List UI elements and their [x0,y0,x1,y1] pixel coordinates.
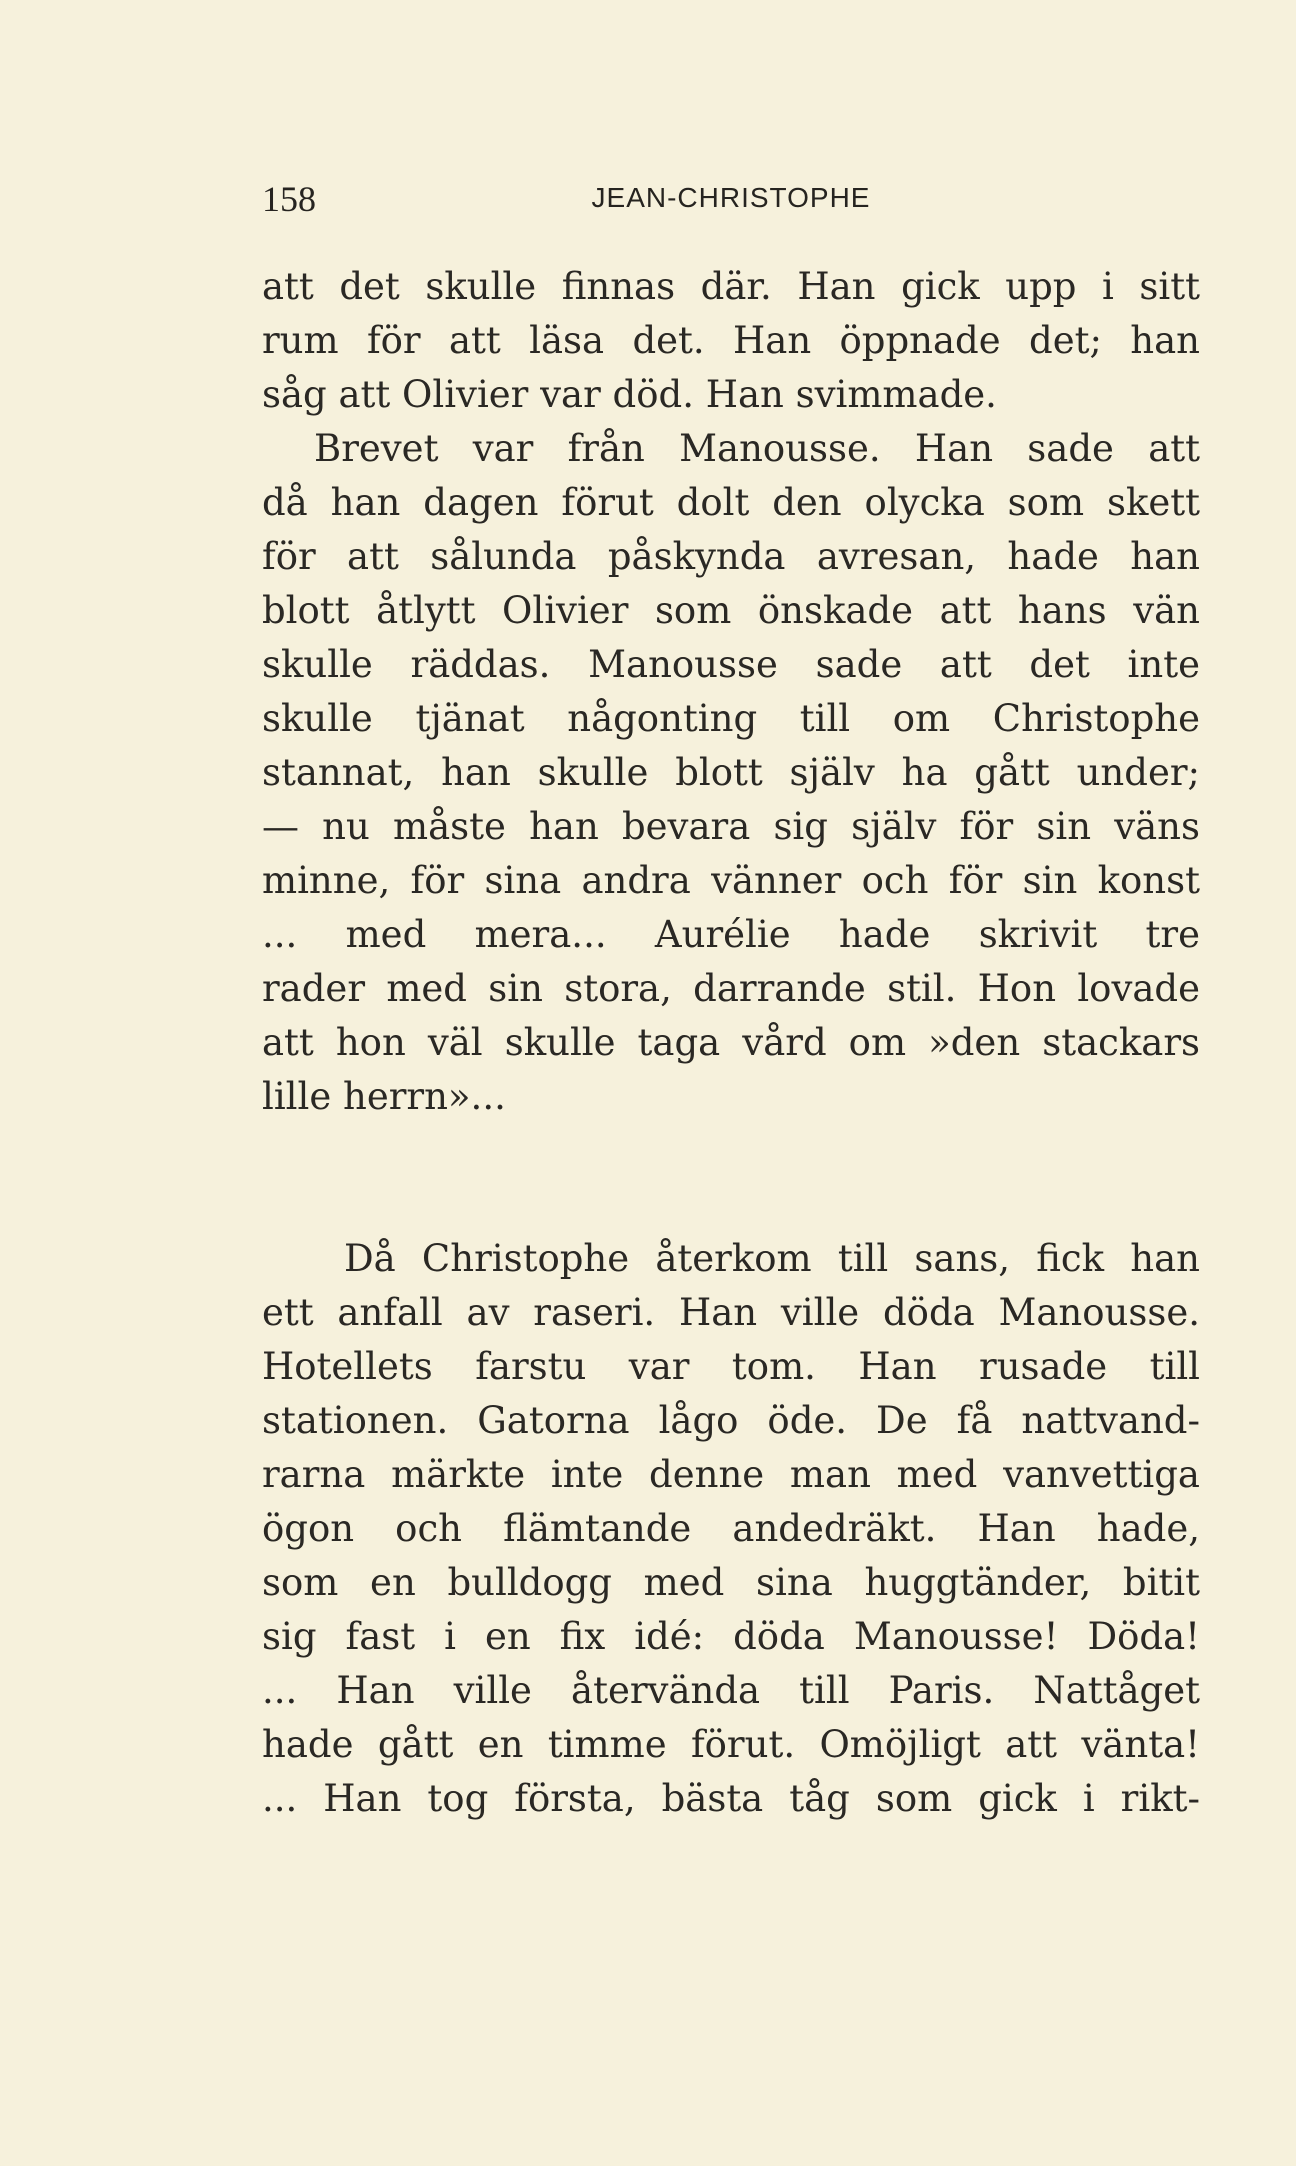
text-line: ... Han tog första, bästa tåg som gick i rikt- [262,1777,1200,1820]
text-line: Hotellets farstu var tom. Han rusade till [262,1345,1200,1388]
text-line: blott åtlytt Olivier som önskade att hans vän [262,589,1200,632]
text-line: ett anfall av raseri. Han ville döda Manousse. [262,1291,1200,1334]
text-line: skulle tjänat någonting till om Christophe [262,697,1200,740]
text-line: — nu måste han bevara sig själv för sin väns [262,805,1200,848]
text-line: att det skulle finnas där. Han gick upp i sitt [262,265,1200,308]
text-line: skulle räddas. Manousse sade att det inte [262,643,1200,686]
text-line: Då Christophe återkom till sans, fick han [344,1237,1200,1280]
text-line: att hon väl skulle taga vård om »den stackars [262,1021,1200,1064]
text-line: sig fast i en fix idé: döda Manousse! Döda! [262,1615,1200,1658]
page-number: 158 [262,179,316,219]
text-line: ... med mera... Aurélie hade skrivit tre [262,913,1200,956]
text-line: för att sålunda påskynda avresan, hade han [262,535,1200,578]
text-line: stationen. Gatorna lågo öde. De få nattvand- [262,1399,1200,1442]
text-line: stannat, han skulle blott själv ha gått under; [262,751,1200,794]
text-line: lille herrn»... [262,1075,506,1118]
text-line: såg att Olivier var död. Han svimmade. [262,373,997,416]
text-line: Brevet var från Manousse. Han sade att [314,427,1200,470]
text-line: minne, för sina andra vänner och för sin konst [262,859,1200,902]
text-line: rader med sin stora, darrande stil. Hon lovade [262,967,1200,1010]
text-line: ... Han ville återvända till Paris. Nattåget [262,1669,1200,1712]
text-line: ögon och flämtande andedräkt. Han hade, [262,1507,1200,1550]
text-line: då han dagen förut dolt den olycka som skett [262,481,1200,524]
running-head: JEAN-CHRISTOPHE [591,182,871,213]
text-line: hade gått en timme förut. Omöjligt att vänta! [262,1723,1200,1766]
page-header [262,178,1200,228]
text-line: rarna märkte inte denne man med vanvettiga [262,1453,1200,1496]
text-line: rum för att läsa det. Han öppnade det; han [262,319,1200,362]
text-line: som en bulldogg med sina huggtänder, bitit [262,1561,1200,1604]
